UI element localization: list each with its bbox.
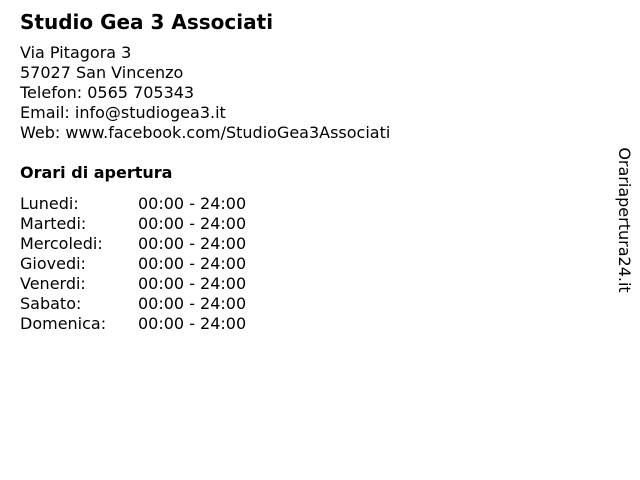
day-label: Giovedi: — [20, 254, 86, 273]
address-city: 57027 San Vincenzo — [20, 63, 184, 82]
time-range: 00:00 - 24:00 — [138, 214, 247, 233]
business-name: Studio Gea 3 Associati — [20, 10, 274, 34]
day-label: Lunedi: — [20, 194, 79, 213]
time-range: 00:00 - 24:00 — [138, 294, 247, 313]
time-range: 00:00 - 24:00 — [138, 314, 247, 333]
day-label: Martedi: — [20, 214, 87, 233]
phone-line: Telefon: 0565 705343 — [20, 83, 195, 102]
day-label: Sabato: — [20, 294, 82, 313]
day-label: Venerdi: — [20, 274, 86, 293]
web-line: Web: www.facebook.com/StudioGea3Associati — [20, 123, 391, 142]
time-range: 00:00 - 24:00 — [138, 194, 247, 213]
hours-row-martedi — [20, 214, 280, 234]
hours-row-sabato — [20, 294, 280, 314]
site-watermark: Orariapertura24.it — [615, 147, 634, 293]
hours-row-venerdi — [20, 274, 280, 294]
time-range: 00:00 - 24:00 — [138, 234, 247, 253]
opening-hours-title: Orari di apertura — [20, 163, 173, 182]
email-line: Email: info@studiogea3.it — [20, 103, 226, 122]
hours-row-domenica — [20, 314, 280, 334]
day-label: Mercoledi: — [20, 234, 103, 253]
time-range: 00:00 - 24:00 — [138, 274, 247, 293]
contact-info — [20, 43, 390, 143]
hours-row-lunedi — [20, 194, 280, 214]
day-label: Domenica: — [20, 314, 107, 333]
opening-hours-table — [20, 194, 280, 334]
hours-row-mercoledi — [20, 234, 280, 254]
address-street: Via Pitagora 3 — [20, 43, 132, 62]
time-range: 00:00 - 24:00 — [138, 254, 247, 273]
hours-row-giovedi — [20, 254, 280, 274]
